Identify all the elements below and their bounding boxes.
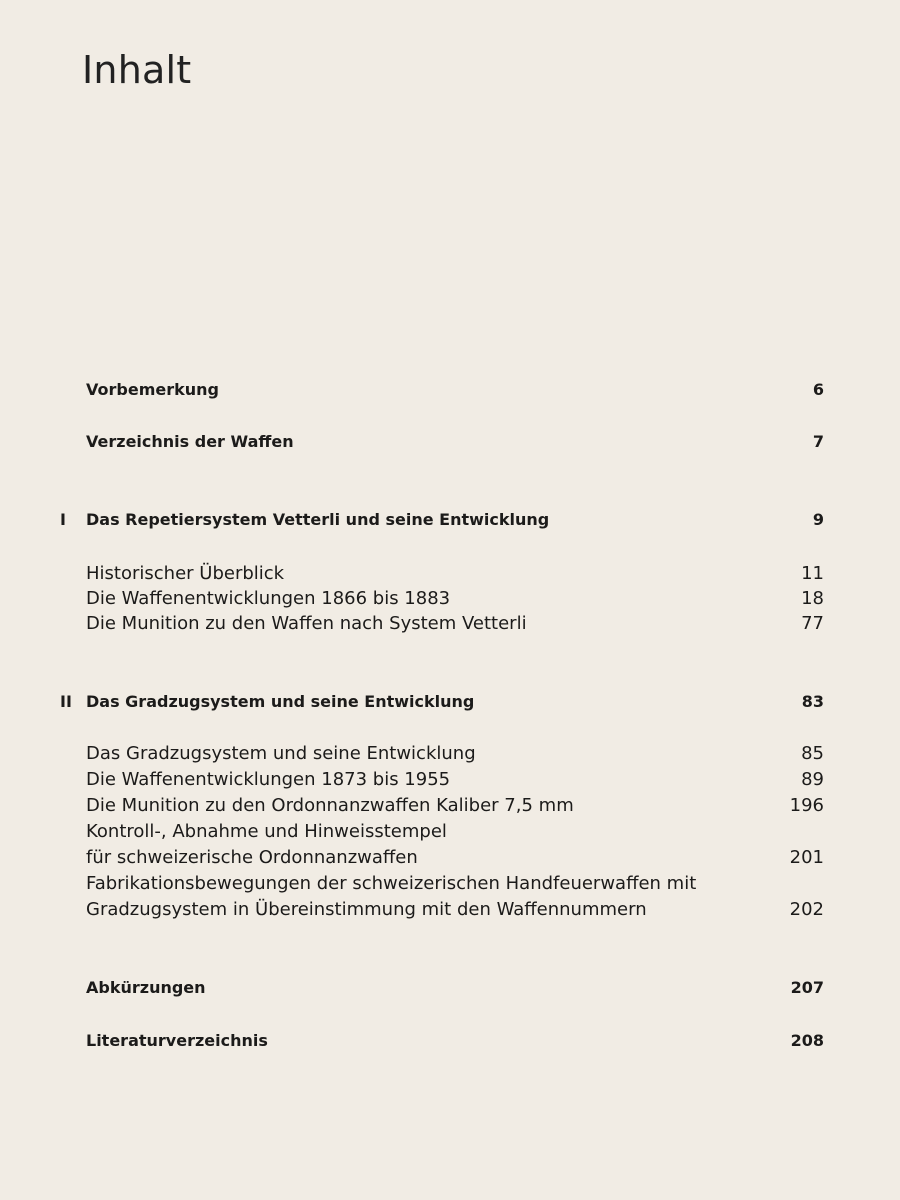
toc-entry-label: Die Waffenentwicklungen 1873 bis 1955 — [86, 769, 451, 790]
part-numeral: I — [60, 510, 66, 529]
toc-entry-page: 11 — [801, 563, 824, 584]
toc-entry-label: Fabrikationsbewegungen der schweizerischen Handfeuerwaffen mit — [86, 873, 697, 894]
toc-entry-label: Die Munition zu den Ordonnanzwaffen Kaliber 7,5 mm — [86, 795, 574, 816]
toc-entry-page: 7 — [812, 432, 824, 451]
toc-part-2 — [60, 689, 824, 715]
toc-entry-page: 85 — [801, 743, 824, 764]
toc-entry-page: 6 — [812, 380, 824, 399]
toc-entry-label: Das Gradzugsystem und seine Entwicklung — [86, 692, 475, 711]
toc-entry-label: Abkürzungen — [86, 978, 206, 997]
toc-entry-page: 207 — [790, 978, 824, 997]
toc-entry — [86, 897, 824, 923]
toc-entry-label: Das Repetiersystem Vetterli und seine Entwicklung — [86, 510, 550, 529]
toc-entry-page: 201 — [789, 847, 824, 868]
toc-entry-page: 77 — [801, 613, 824, 634]
toc-entry-page: 9 — [812, 510, 824, 529]
toc-entry — [86, 819, 824, 845]
toc-entry — [86, 586, 824, 612]
toc-entry-page: 208 — [790, 1031, 824, 1050]
toc-entry — [86, 561, 824, 587]
toc-entry — [86, 741, 824, 767]
toc-entry-label: Historischer Überblick — [86, 563, 285, 584]
toc-entry-label: Das Gradzugsystem und seine Entwicklung — [86, 743, 476, 764]
toc-entry-page: 83 — [801, 692, 824, 711]
toc-entry-literaturverzeichnis — [86, 1028, 824, 1054]
toc-entry — [86, 767, 824, 793]
page-title: Inhalt — [82, 48, 192, 92]
toc-entry-label: für schweizerische Ordonnanzwaffen — [86, 847, 418, 868]
toc-entry-label: Die Munition zu den Waffen nach System Vetterli — [86, 613, 527, 634]
toc-entry — [86, 611, 824, 637]
toc-entry-label: Verzeichnis der Waffen — [86, 432, 294, 451]
toc-entry — [86, 793, 824, 819]
toc-entry-label: Kontroll-, Abnahme und Hinweisstempel — [86, 821, 447, 842]
toc-entry-page: 18 — [801, 588, 824, 609]
toc-entry-verzeichnis — [86, 429, 824, 455]
part-numeral: II — [60, 692, 72, 711]
toc-entry — [86, 871, 824, 897]
toc-entry-label: Die Waffenentwicklungen 1866 bis 1883 — [86, 588, 451, 609]
toc-part-1 — [60, 507, 824, 533]
toc-entry-label: Literaturverzeichnis — [86, 1031, 268, 1050]
toc-entry-page: 89 — [801, 769, 824, 790]
toc-entry-vorbemerkung — [86, 377, 824, 403]
toc-entry — [86, 845, 824, 871]
toc-entry-label: Vorbemerkung — [86, 380, 219, 399]
toc-entry-abkuerzungen — [86, 975, 824, 1001]
toc-entry-page: 196 — [789, 795, 824, 816]
toc-entry-label: Gradzugsystem in Übereinstimmung mit den Waffennummern — [86, 899, 647, 920]
toc-entry-page: 202 — [789, 899, 824, 920]
